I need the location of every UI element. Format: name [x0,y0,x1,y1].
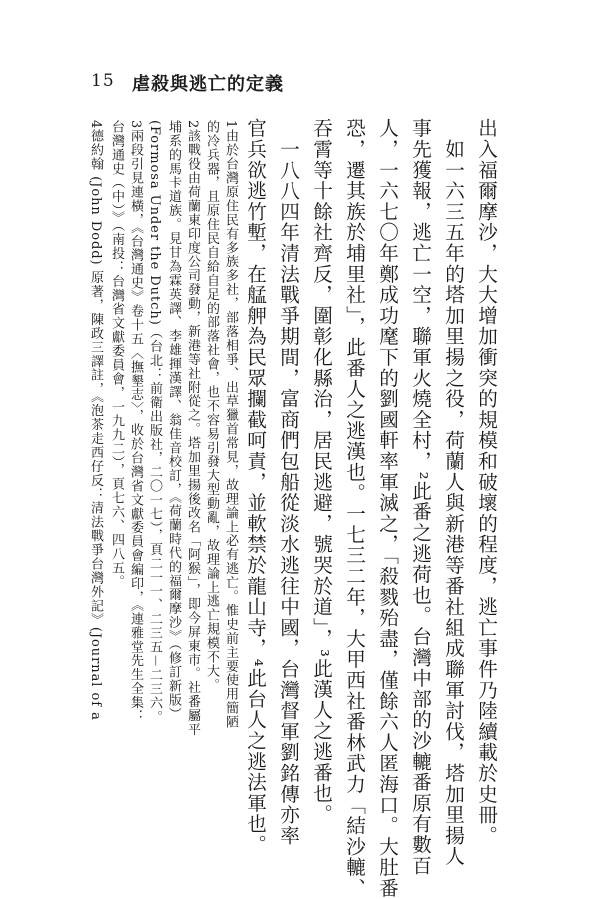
chapter-title: 虐殺與逃亡的定義 [132,74,284,95]
footnote-column-3: 2該戰役由荷蘭東印度公司發動，新港等社附從之。塔加里揚後改名「阿猴」，即今屏東市。社番屬平 [185,120,200,737]
body-column-5: 恐，遷其族於埔里社」，此番人之逃漢也。一七三二年，大甲西社番林武力「結沙轆、 [342,118,366,899]
footnote-column-1: 1由於台灣原住民有多族多社，部落相爭、出草獵首常見，故理論上必有逃亡。惟史前主要使用簡陋 [223,120,238,730]
page-number: 15 [91,71,115,91]
footnote-column-6: 3兩段引見連橫，《台灣通史》卷十五〈撫墾志〉，收於台灣省文獻委員會編印，《連雅堂先生全集： [128,120,143,724]
running-header [0,71,600,101]
body-column-8: 官兵欲逃竹塹，在艋舺為民眾攔截呵責，並軟禁於龍山寺，⁴此台人之逃法軍也。 [243,118,267,856]
body-column-2: 如一六三五年的塔加里揚之役，荷蘭人與新港等番社組成聯軍討伐，塔加里揚人 [441,118,465,867]
footnote-column-8: 4德約翰 (John Dodd) 原著，陳政三譯註，《泡茶走西仔反：清法戰爭台灣外記》(Journal of a [88,120,103,721]
body-column-7: 一八八四年清法戰爭期間，富商們包船從淡水逃往中國，台灣督軍劉銘傳亦率 [276,118,300,846]
footnote-column-4: 埔系的馬卡道族。見甘為霖英譯、李雄揮漢譯、翁佳音校訂，《荷蘭時代的福爾摩沙》（修訂新版） [166,120,181,721]
body-column-3: 事先獲報，逃亡一空，聯軍火燒全村，²此番之逃荷也。台灣中部的沙轆番原有數百 [408,118,432,876]
body-column-6: 吞霄等十餘社齊反，圍彰化縣治，居民逃避，號哭於道」，³此漢人之逃番也。 [309,118,333,825]
body-column-4: 人，一六七〇年鄭成功麾下的劉國軒率軍滅之，「殺戮殆盡，僅餘六人匿海口。大肚番 [375,118,399,899]
footnote-column-5: (Formosa Under the Dutch)（台北：前衛出版社，二〇一七），頁二一一、二三五－二三六。 [147,120,162,724]
footnote-column-7: 台灣通史（中）》（南投：台灣省文獻委員會，一九九二），頁七六、四八五。 [109,120,124,589]
footnote-column-2: 的冷兵器，且原住民自給自足的部落社會，也不容易引發大型動亂，故理論上逃亡規模不大。 [204,120,219,692]
body-column-1: 出入福爾摩沙，大大增加衝突的規模和破壞的程度，逃亡事件乃陸續載於史冊。 [474,118,498,846]
